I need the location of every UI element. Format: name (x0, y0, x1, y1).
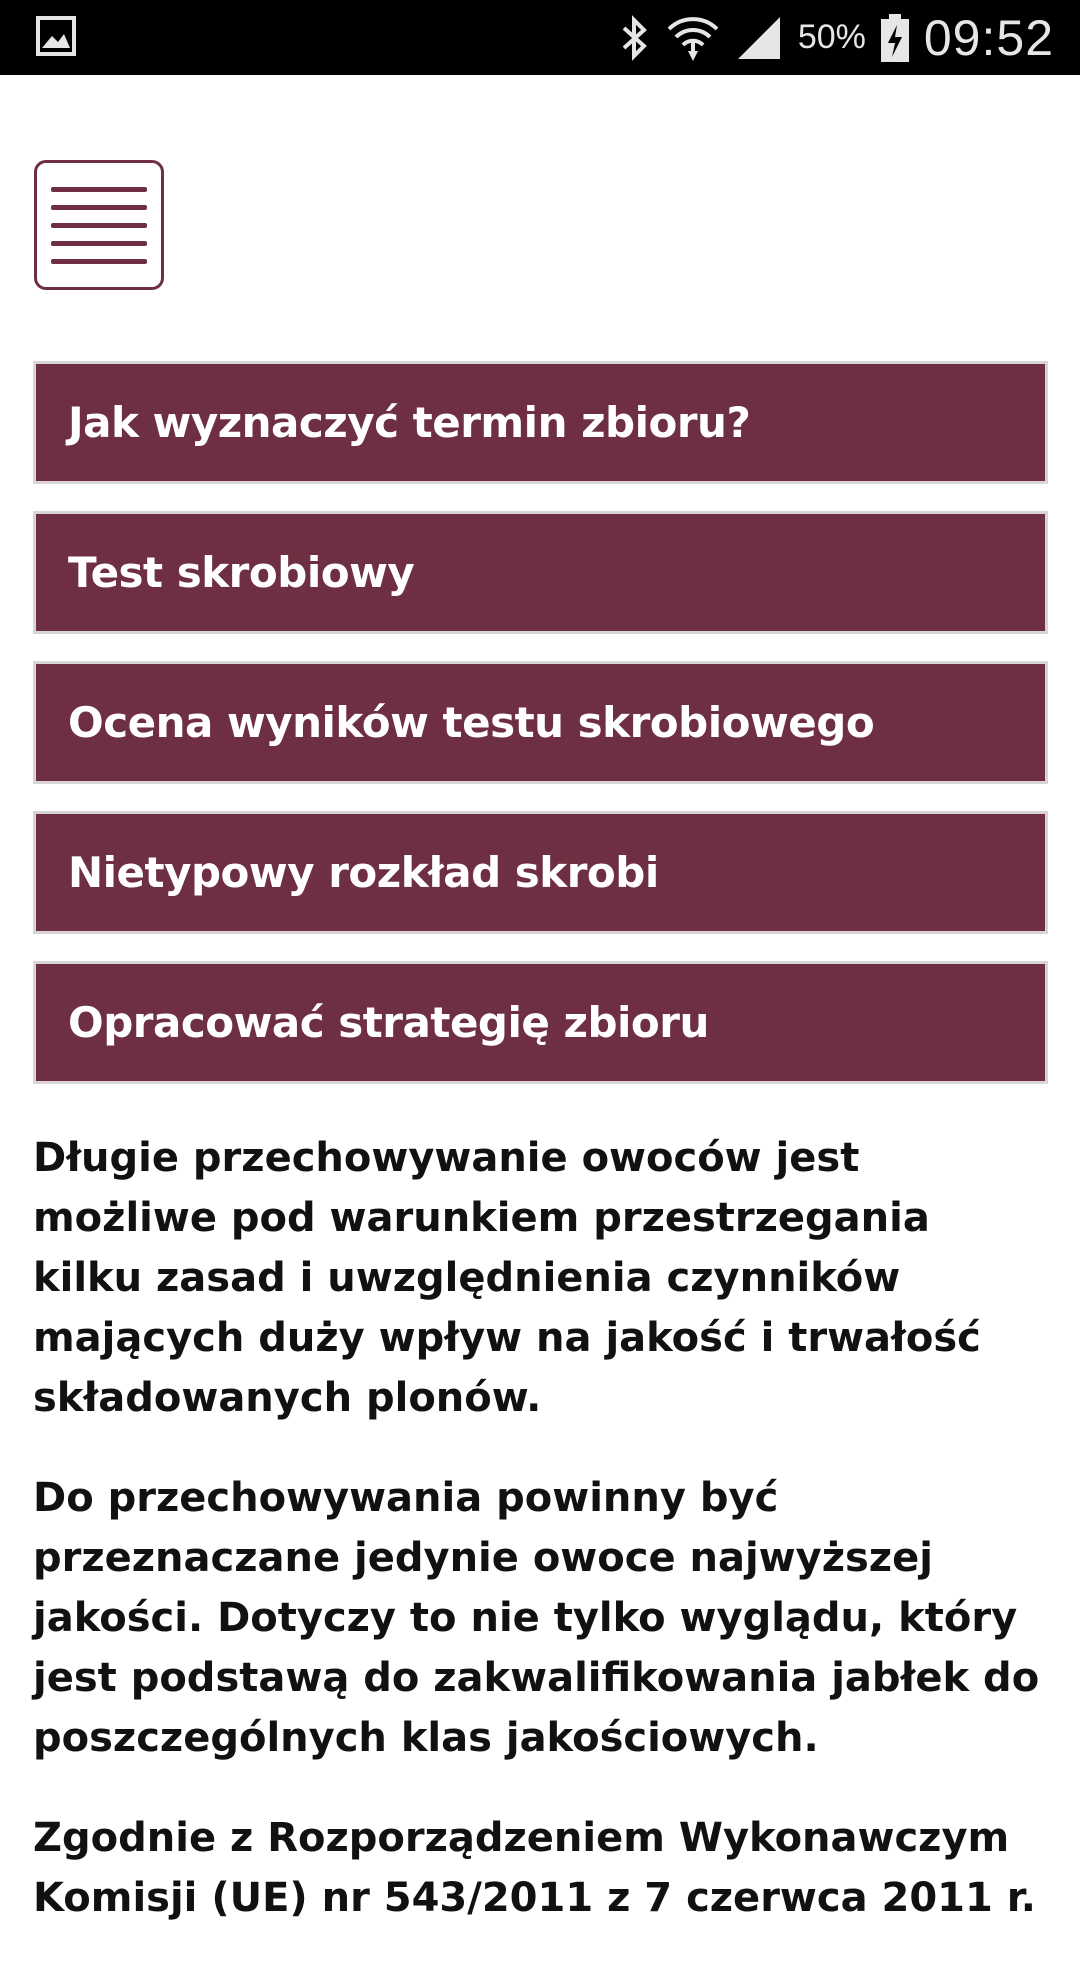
paragraph: Zgodnie z Rozporządzeniem Wykonawczym Komisji (UE) nr 543/2011 z 7 czerwca 2011 r. (33, 1815, 1036, 1921)
gallery-icon (36, 16, 76, 56)
battery-charging-icon (880, 13, 910, 63)
signal-icon (734, 13, 784, 63)
nav-button-atypical-starch[interactable]: Nietypowy rozkład skrobi (33, 811, 1048, 934)
nav-list (33, 361, 1048, 1084)
nav-button-starch-test-results[interactable]: Ocena wyników testu skrobiowego (33, 661, 1048, 784)
nav-button-starch-test[interactable]: Test skrobiowy (33, 511, 1048, 634)
paragraph: Długie przechowywanie owoców jest możliwe pod warunkiem przestrzegania kilku zasad i uwzględnienia czynników mających duży wpływ na jakość i trwałość składowanych plonów. (33, 1135, 981, 1421)
bluetooth-icon (618, 14, 652, 62)
nav-button-harvest-strategy[interactable]: Opracować strategię zbioru (33, 961, 1048, 1084)
battery-percent: 50% (797, 18, 866, 56)
nav-button-harvest-date[interactable]: Jak wyznaczyć termin zbioru? (33, 361, 1048, 484)
hamburger-icon (51, 187, 147, 192)
status-bar (0, 0, 1080, 75)
menu-button[interactable] (34, 160, 164, 290)
article-content (33, 1128, 1048, 1968)
clock: 09:52 (923, 9, 1054, 66)
paragraph: Do przechowywania powinny być przeznaczane jedynie owoce najwyższej jakości. Dotyczy to nie tylko wyglądu, który jest podstawą do zakwalifikowania jabłek do poszczególnych klas jakościowych. (33, 1475, 1040, 1761)
wifi-icon (666, 11, 720, 65)
